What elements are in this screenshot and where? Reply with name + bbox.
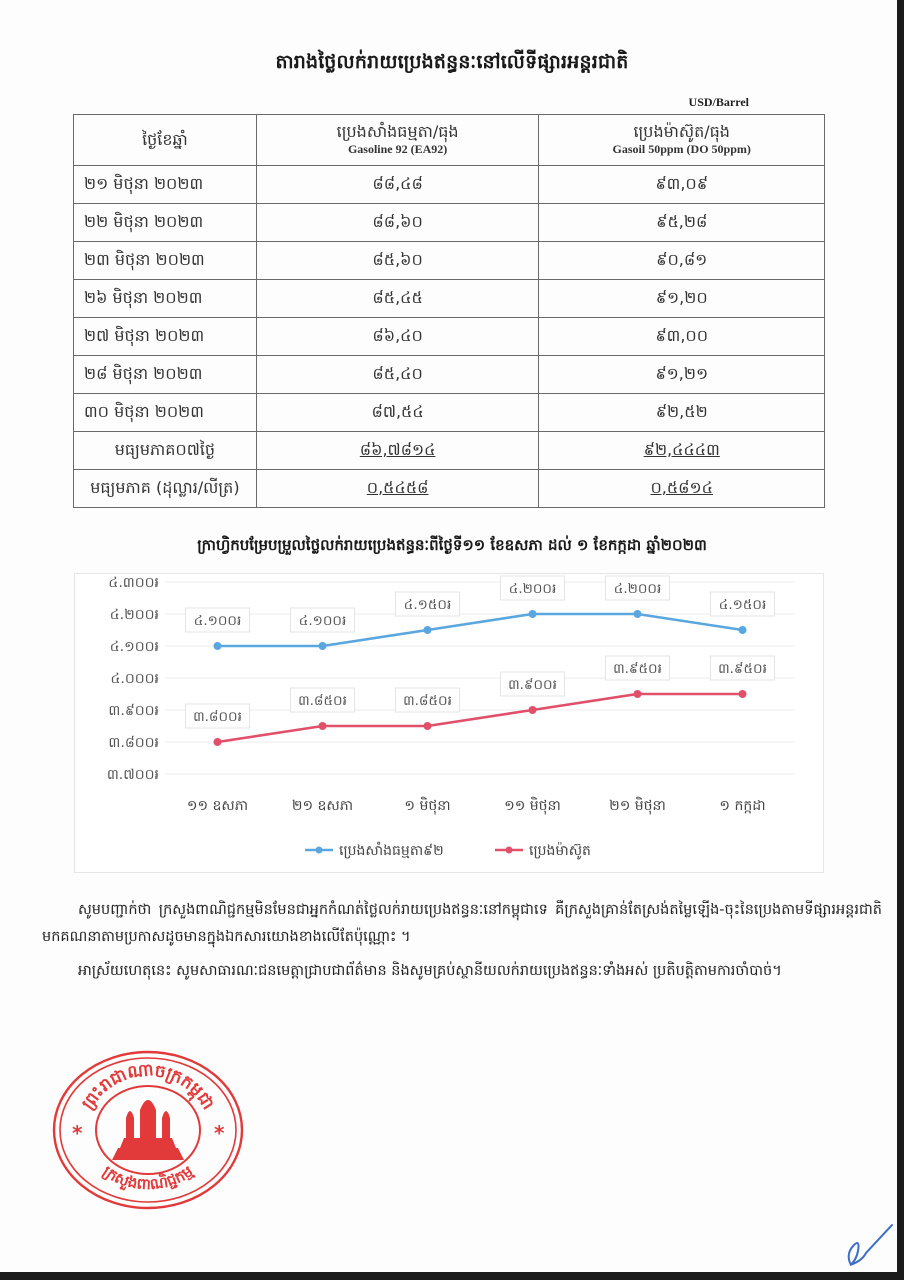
average-7day-gasoline xyxy=(256,432,539,470)
seal-top-text: ព្រះរាជាណាចក្រកម្ពុជា xyxy=(78,1060,219,1114)
y-tick-label: ៣.៩០០៛ xyxy=(108,703,159,719)
grid-lines xyxy=(165,582,795,774)
header-gasoil xyxy=(539,115,825,166)
cell-gasoline: ៨៥,៤៥ xyxy=(256,280,539,318)
y-tick-label: ៤.២០០៛ xyxy=(109,607,159,623)
table-row xyxy=(74,318,825,356)
data-label: ៣.៨០០៛ xyxy=(193,709,242,725)
data-point xyxy=(424,626,432,634)
document-title: តារាងថ្លៃលក់រាយប្រេងឥន្ធនៈនៅលើទីផ្សារអន្តរជាតិ xyxy=(275,51,629,73)
cell-gasoline: ៨៧,៥៤ xyxy=(256,394,539,432)
average-7day-gasoil-value: ៩២,៤៤៤៣ xyxy=(643,439,720,459)
cell-gasoil: ៩២,៥២ xyxy=(539,394,825,432)
data-label: ៤.២០០៛ xyxy=(508,581,557,597)
header-gasoil-en: Gasoil 50ppm (DO 50ppm) xyxy=(612,142,751,157)
angkor-temple-emblem xyxy=(112,1100,184,1160)
x-tick-label: ១ កក្កដា xyxy=(719,798,766,814)
x-tick-label: ១១ មិថុនា xyxy=(504,798,561,814)
header-gasoline-kh: ប្រេងសាំងធម្មតា/ធុង xyxy=(336,121,459,141)
cell-gasoline: ៨៨,៤៨ xyxy=(256,166,539,204)
data-point xyxy=(214,738,222,746)
data-point xyxy=(739,626,747,634)
x-tick-label: ១ មិថុនា xyxy=(404,798,451,814)
average-7day-gasoil xyxy=(539,432,825,470)
data-label: ៣.៩០០៛ xyxy=(508,677,557,693)
average-liter-gasoline xyxy=(256,470,539,508)
data-label: ៤.១៥០៛ xyxy=(403,597,452,613)
cell-gasoline: ៨៦,៤០ xyxy=(256,318,539,356)
table-row xyxy=(74,280,825,318)
chart-title: ក្រាហ្វិកបម្រែបម្រួលថ្លៃលក់រាយប្រេងឥន្ធនៈពីថ្ងៃទី១១ ខែឧសភា ដល់ ១ ខែកក្កដា ឆ្នាំ២០២៣ xyxy=(197,536,707,554)
cell-gasoil: ៩៥,២៨ xyxy=(539,204,825,242)
header-gasoil-kh: ប្រេងម៉ាស៊ូត/ធុង xyxy=(633,121,730,141)
table-row xyxy=(74,356,825,394)
data-point xyxy=(319,722,327,730)
average-7day-label: មធ្យមភាគ០៧ថ្ងៃ xyxy=(74,432,257,470)
data-label: ៤.១០០៛ xyxy=(193,613,242,629)
cell-gasoil: ៩៣,០០ xyxy=(539,318,825,356)
data-label: ៤.១៥០៛ xyxy=(718,597,767,613)
average-liter-gasoil xyxy=(539,470,825,508)
note-paragraph-1-text: សូមបញ្ជាក់ថា ក្រសួងពាណិជ្ជកម្មមិនមែនជាអ្នកកំណត់ថ្លៃលក់រាយប្រេងឥន្ធនៈនៅកម្ពុជាទេ គឺក្រសួងគ្រាន់តែស្រង់តម្លៃឡើង-ចុះនៃប្រេងតាមទីផ្សារអន្តរជាតិ មកគណនាតាមប្រកាសដូចមានក្នុងឯកសារយោងខាងលើតែប៉ុណ្ណោះ ។ xyxy=(42,902,882,945)
data-label: ៣.៩៥០៛ xyxy=(613,661,662,677)
data-point xyxy=(319,642,327,650)
y-axis-ticks xyxy=(107,575,159,783)
table-row xyxy=(74,166,825,204)
cell-date: ២៣ មិថុនា ២០២៣ xyxy=(74,242,257,280)
data-label: ៣.៨៥០៛ xyxy=(298,693,347,709)
x-axis-ticks xyxy=(187,796,766,815)
header-gasoline-en: Gasoline 92 (EA92) xyxy=(347,142,448,157)
y-tick-label: ៤.០០០៛ xyxy=(110,671,159,687)
cell-date: ២៨ មិថុនា ២០២៣ xyxy=(74,356,257,394)
y-tick-label: ៣.៧០០៛ xyxy=(106,767,159,783)
chart-legend xyxy=(305,841,591,860)
cell-gasoline: ៨៨,៦០ xyxy=(256,204,539,242)
x-tick-label: ២១ មិថុនា xyxy=(609,798,666,814)
cell-date: ២៦ មិថុនា ២០២៣ xyxy=(74,280,257,318)
cell-gasoline: ៨៥,៦០ xyxy=(256,242,539,280)
cell-gasoil: ៩១,២០ xyxy=(539,280,825,318)
price-table xyxy=(73,114,825,508)
cell-gasoline: ៨៥,៤០ xyxy=(256,356,539,394)
data-point xyxy=(634,610,642,618)
cell-gasoil: ៩០,៨១ xyxy=(539,242,825,280)
signature xyxy=(840,1215,900,1270)
data-label: ៣.៨៥០៛ xyxy=(403,693,452,709)
legend-swatch-marker xyxy=(316,847,323,854)
note-paragraph-2 xyxy=(42,958,882,985)
seal-star-right: * xyxy=(214,1121,225,1145)
average-liter-label: មធ្យមភាគ (ដុល្លារ/លីត្រ) xyxy=(74,470,257,508)
average-row-7day xyxy=(74,432,825,470)
y-tick-label: ៤.១០០៛ xyxy=(109,639,159,655)
header-date xyxy=(74,115,257,166)
data-point xyxy=(529,706,537,714)
table-row xyxy=(74,394,825,432)
legend-swatch-marker xyxy=(506,847,513,854)
cell-date: ២៧ មិថុនា ២០២៣ xyxy=(74,318,257,356)
cell-gasoil: ៩៣,០៩ xyxy=(539,166,825,204)
cell-date: ២១ មិថុនា ២០២៣ xyxy=(74,166,257,204)
chart-svg xyxy=(75,574,825,874)
y-tick-label: ៣.៨០០៛ xyxy=(108,735,159,751)
data-point xyxy=(529,610,537,618)
seal-star-left: * xyxy=(72,1121,83,1145)
line-chart xyxy=(74,573,824,873)
average-liter-gasoil-value: ០,៥៨១៤ xyxy=(650,477,713,497)
legend-label: ប្រេងសាំងធម្មតា៩២ xyxy=(339,843,444,859)
cell-date: ២២ មិថុនា ២០២៣ xyxy=(74,204,257,242)
seal-bottom-text: ក្រសួងពាណិជ្ជកម្ម xyxy=(99,1161,197,1194)
data-labels xyxy=(186,576,775,728)
data-label: ៤.២០០៛ xyxy=(613,581,662,597)
table-row xyxy=(74,204,825,242)
average-liter-gasoline-value: ០,៥៤៥៨ xyxy=(366,477,429,497)
unit-label: USD/Barrel xyxy=(688,95,749,109)
data-label: ៣.៩៥០៛ xyxy=(718,661,767,677)
data-label: ៤.១០០៛ xyxy=(298,613,347,629)
average-7day-gasoline-value: ៨៦,៧៨១៤ xyxy=(359,439,436,459)
note-paragraph-2-text: អាស្រ័យហេតុនេះ សូមសាធារណៈជនមេត្តាជ្រាបជាព័ត៌មាន និងសូមគ្រប់ស្ថានីយលក់រាយប្រេងឥន្ធនៈទាំងអស់ ប្រតិបត្តិតាមការចាំបាច់។ xyxy=(78,963,782,979)
data-point xyxy=(634,690,642,698)
data-point xyxy=(214,642,222,650)
cell-date: ៣០ មិថុនា ២០២៣ xyxy=(74,394,257,432)
x-tick-label: ១១ ឧសភា xyxy=(186,798,249,814)
cell-gasoil: ៩១,២១ xyxy=(539,356,825,394)
ministry-seal xyxy=(50,1048,246,1212)
x-tick-label: ២១ ឧសភា xyxy=(291,798,354,814)
table-header-row xyxy=(74,115,825,166)
note-paragraph-1 xyxy=(42,897,882,951)
y-tick-label: ៤.៣០០៛ xyxy=(108,575,159,591)
legend-label: ប្រេងម៉ាស៊ូត xyxy=(529,843,591,859)
table-row xyxy=(74,242,825,280)
data-point xyxy=(424,722,432,730)
average-row-per-liter xyxy=(74,470,825,508)
data-point xyxy=(739,690,747,698)
header-gasoline xyxy=(256,115,539,166)
header-date-label: ថ្ងៃខែឆ្នាំ xyxy=(142,129,188,149)
